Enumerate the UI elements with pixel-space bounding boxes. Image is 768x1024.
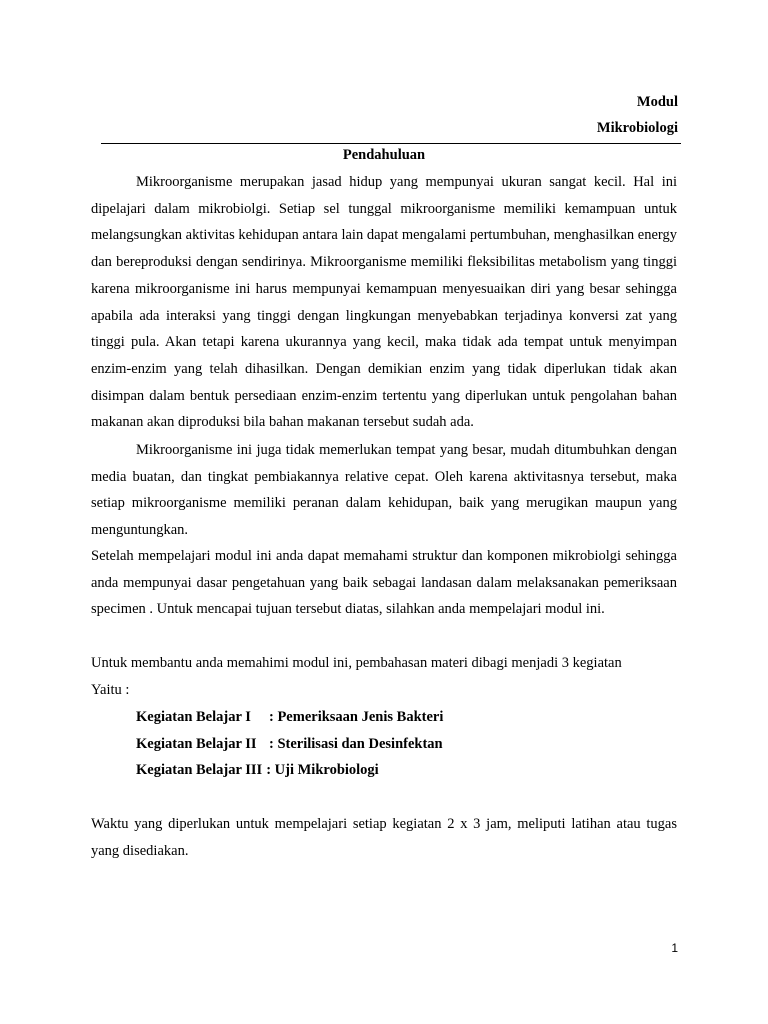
paragraph-objective: Setelah mempelajari modul ini anda dapat memahami struktur dan komponen mikrobiolgi sehingga anda mempunyai dasar pengetahuan yang baik sebagai landasan dalam melaksanakan pemeriksaan specimen . Untuk mencapai tujuan tersebut diatas, silahkan anda mempelajari modul ini. [91, 548, 677, 618]
paragraph-characteristics: Mikroorganisme ini juga tidak memerlukan tempat yang besar, mudah ditumbuhkan dengan media buatan, dan tingkat pembiakannya relative cepat. Oleh karena aktivitasnya tersebut, maka setiap mikroorganisme memiliki peranan dalam kehidupan, baik yang merugikan maupun yang menguntungkan. [91, 442, 677, 539]
activity-topic: : Sterilisasi dan Desinfektan [269, 735, 443, 752]
page-number: 1 [671, 941, 678, 955]
activity-list [136, 704, 443, 784]
paragraph-structure: Untuk membantu anda memahimi modul ini, pembahasan materi dibagi menjadi 3 kegiatan [91, 655, 622, 671]
header-subject-label: Mikrobiologi [596, 120, 678, 136]
activity-topic: : Uji Mikrobiologi [266, 762, 379, 779]
list-item [136, 704, 443, 731]
paragraph-duration: Waktu yang diperlukan untuk mempelajari setiap kegiatan 2 x 3 jam, meliputi latihan atau tugas yang disediakan. [91, 816, 677, 859]
paragraph-yaitu: Yaitu : [91, 682, 130, 698]
activity-name: Kegiatan Belajar III [136, 762, 263, 779]
list-item [136, 731, 443, 758]
header-divider [101, 143, 681, 144]
activity-topic: : Pemeriksaan Jenis Bakteri [269, 709, 444, 725]
list-item [136, 757, 443, 784]
paragraph-intro: Mikroorganisme merupakan jasad hidup yang mempunyai ukuran sangat kecil. Hal ini dipelajari dalam mikrobiolgi. Setiap sel tunggal mikroorganisme memiliki kemampuan untuk melangsungkan aktivitas kehidupan antara lain dapat mengalami pertumbuhan, menghasilkan energy dan bereproduksi dengan sendirinya. Mikroorganisme memiliki fleksibilitas metabolism yang tinggi karena mikroorganisme ini harus mempunyai kemampuan menyesuaikan diri yang besar sehingga apabila ada interaksi yang tinggi dengan lingkungan menyebabkan terjadinya konversi zat yang tinggi pula. Akan tetapi karena ukurannya yang kecil, maka tidak ada tempat untuk menyimpan enzim-enzim yang telah dihasilkan. Dengan demikian enzim yang tidak diperlukan tidak akan disimpan dalam bentuk persediaan enzim-enzim tertentu yang diperlukan untuk pengolahan bahan makanan akan diproduksi bila bahan makanan tersebut sudah ada. [91, 174, 677, 431]
activity-name: Kegiatan Belajar II [136, 735, 257, 752]
header-module-label: Modul [636, 94, 678, 110]
section-title: Pendahuluan [342, 147, 426, 163]
activity-name: Kegiatan Belajar I [136, 709, 251, 725]
